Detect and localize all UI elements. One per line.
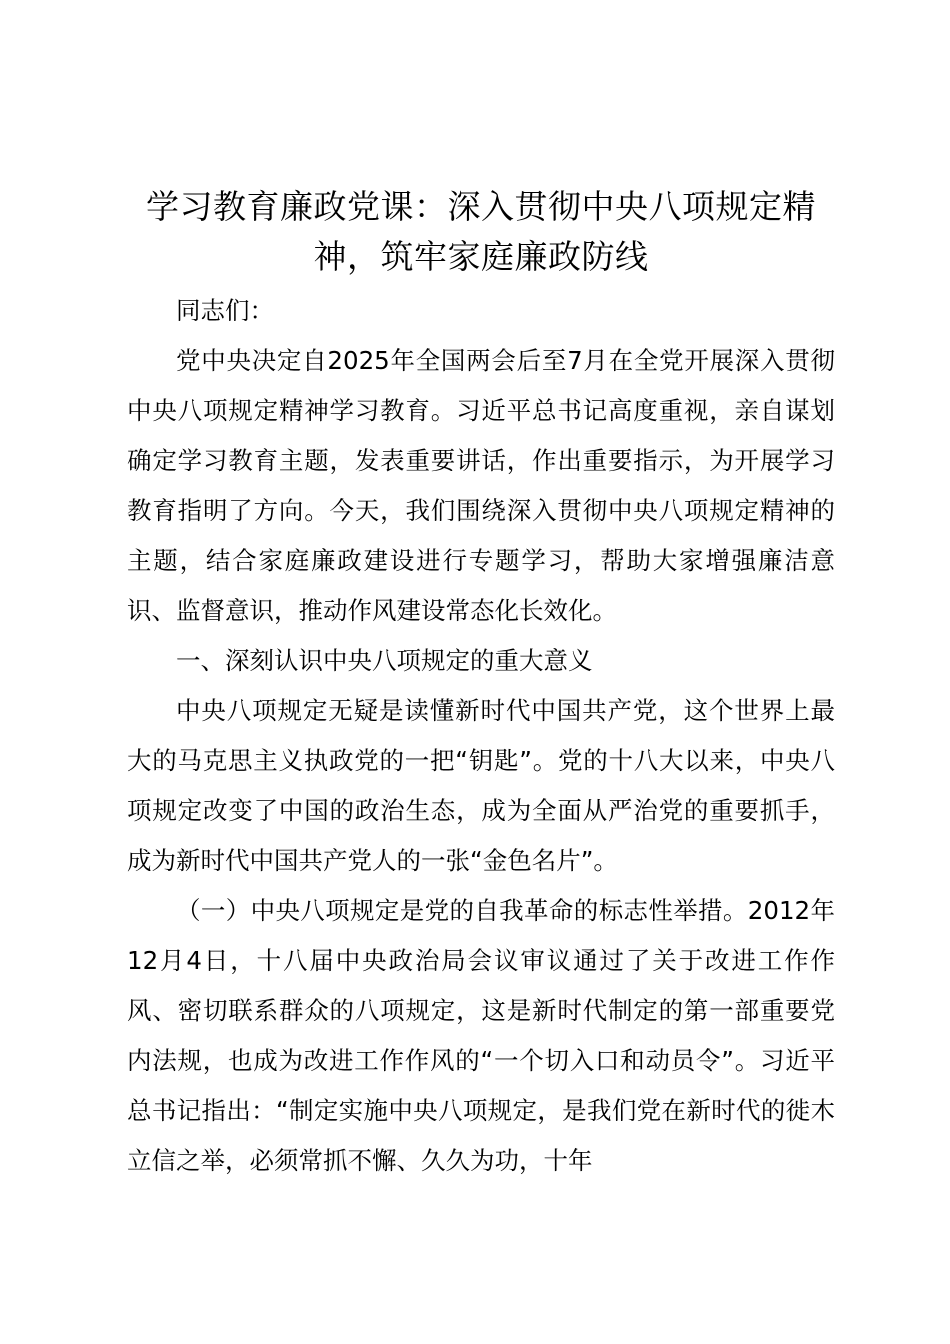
salutation: 同志们： (176, 296, 274, 325)
section-heading-1: 一、深刻认识中央八项规定的重大意义 (176, 646, 593, 675)
paragraph-subsection-1: （一）中央八项规定是党的自我革命的标志性举措。2012年12月4日，十八届中央政治局会议审议通过了关于改进工作作风、密切联系群众的八项规定，这是新时代制定的第一部重要党内法规，也成为改进工作作风的“一个切入口和动员令”。习近平总书记指出：“制定实施中央八项规定，是我们党在新时代的徙木立信之举，必须常抓不懈、久久为功，十年 (127, 896, 835, 1175)
paragraph-intro: 党中央决定自2025年全国两会后至7月在全党开展深入贯彻中央八项规定精神学习教育。习近平总书记高度重视，亲自谋划确定学习教育主题，发表重要讲话，作出重要指示，为开展学习教育指明了方向。今天，我们围绕深入贯彻中央八项规定精神的主题，结合家庭廉政建设进行专题学习，帮助大家增强廉洁意识、监督意识，推动作风建设常态化长效化。 (127, 346, 835, 625)
document-title: 学习教育廉政党课：深入贯彻中央八项规定精神，筑牢家庭廉政防线 (146, 187, 816, 276)
document-body (127, 182, 835, 1186)
paragraph-significance: 中央八项规定无疑是读懂新时代中国共产党，这个世界上最大的马克思主义执政党的一把“钥匙”。党的十八大以来，中央八项规定改变了中国的政治生态，成为全面从严治党的重要抓手，成为新时代中国共产党人的一张“金色名片”。 (127, 696, 835, 875)
